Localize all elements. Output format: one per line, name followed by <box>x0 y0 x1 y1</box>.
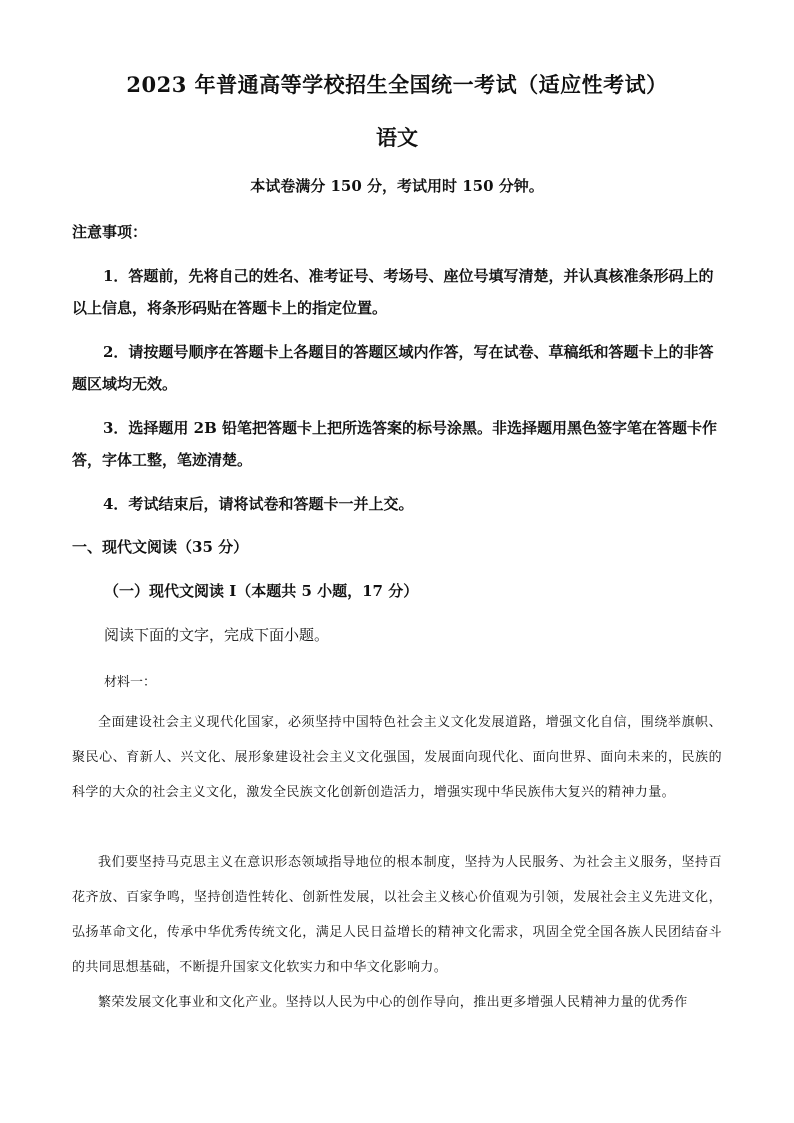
exam-info: 本试卷满分 150 分，考试用时 150 分钟。 <box>250 177 544 195</box>
subject-title: 语文 <box>376 125 418 150</box>
reading-instruction: 阅读下面的文字，完成下面小题。 <box>104 626 330 644</box>
body-paragraph: 全面建设社会主义现代化国家，必须坚持中国特色社会主义文化发展道路，增强文化自信，围绕举旗帜、聚民心、育新人、兴文化、展形象建设社会主义文化强国，发展面向现代化、面向世界、面向未来的，民族的科学的大众的社会主义文化，激发全民族文化创新创造活力，增强实现中华民族伟大复兴的精神力量。 <box>72 715 722 800</box>
notice-item: 4．考试结束后，请将试卷和答题卡一并上交。 <box>103 495 414 513</box>
body-paragraph: 繁荣发展文化事业和文化产业。坚持以人民为中心的创作导向，推出更多增强人民精神力量的优秀作 <box>98 995 688 1010</box>
material-label: 材料一： <box>104 675 157 690</box>
notice-heading: 注意事项： <box>72 223 148 241</box>
exam-title: 2023 年普通高等学校招生全国统一考试（适应性考试） <box>126 72 668 97</box>
notice-item: 2．请按题号顺序在答题卡上各题目的答题区域内作答，写在试卷、草稿纸和答题卡上的非答题区域均无效。 <box>72 343 714 393</box>
body-paragraph: 我们要坚持马克思主义在意识形态领域指导地位的根本制度，坚持为人民服务、为社会主义服务，坚持百花齐放、百家争鸣，坚持创造性转化、创新性发展，以社会主义核心价值观为引领，发展社会主义先进文化，弘扬革命文化，传承中华优秀传统文化，满足人民日益增长的精神文化需求，巩固全党全国各族人民团结奋斗的共同思想基础，不断提升国家文化软实力和中华文化影响力。 <box>72 855 722 975</box>
notice-item: 1．答题前，先将自己的姓名、准考证号、考场号、座位号填写清楚，并认真核准条形码上的以上信息，将条形码贴在答题卡上的指定位置。 <box>72 267 714 317</box>
section-heading: 一、现代文阅读（35 分） <box>72 538 249 556</box>
notice-item: 3．选择题用 2B 铅笔把答题卡上把所选答案的标号涂黑。非选择题用黑色签字笔在答题卡作答，字体工整，笔迹清楚。 <box>72 419 718 469</box>
subsection-heading: （一）现代文阅读 I（本题共 5 小题，17 分） <box>104 582 419 600</box>
